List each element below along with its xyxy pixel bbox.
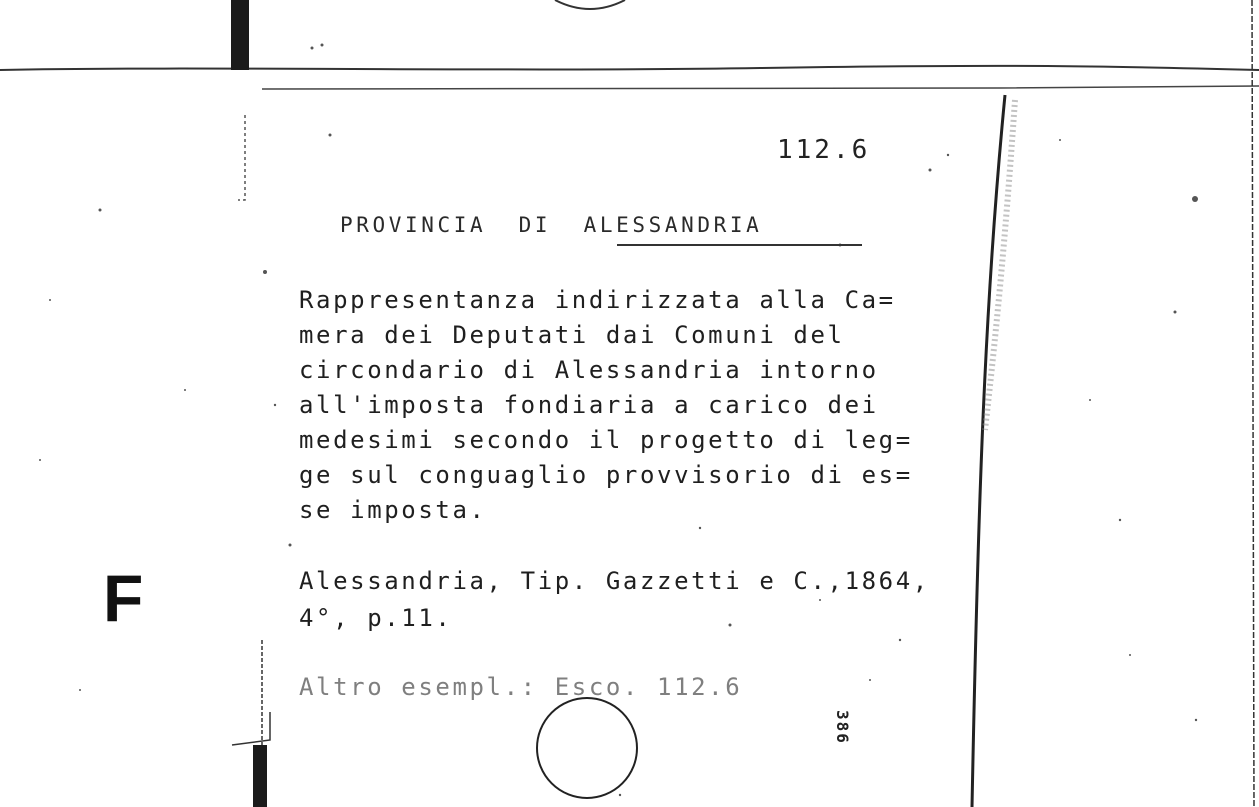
body-line: mera dei Deputati dai Comuni del bbox=[299, 321, 845, 349]
imprint-line: Alessandria, Tip. Gazzetti e C.,1864, bbox=[299, 567, 930, 595]
left-dotted-edge bbox=[238, 115, 245, 200]
imprint-line: 4°, p.11. bbox=[299, 604, 453, 632]
top-card-edge bbox=[0, 66, 1259, 70]
card-body bbox=[299, 283, 969, 528]
body-line: medesimi secondo il progetto di leg= bbox=[299, 426, 913, 454]
heading-underline bbox=[617, 244, 862, 246]
catalog-card bbox=[262, 90, 974, 807]
top-card-edge-2 bbox=[262, 86, 1259, 89]
left-top-bar bbox=[231, 0, 249, 70]
card-imprint bbox=[299, 563, 930, 637]
body-line: se imposta. bbox=[299, 496, 487, 524]
right-card-edge bbox=[972, 95, 1005, 807]
other-copy-note: Altro esempl.: Esco. 112.6 bbox=[299, 673, 743, 701]
body-line: Rappresentanza indirizzata alla Ca= bbox=[299, 286, 896, 314]
card-heading: PROVINCIA DI ALESSANDRIA bbox=[340, 213, 763, 237]
shelf-mark: 386 bbox=[833, 710, 852, 745]
body-line: circondario di Alessandria intorno bbox=[299, 356, 879, 384]
top-punch-hole bbox=[555, 0, 625, 9]
call-number: 112.6 bbox=[777, 135, 871, 165]
margin-letter-f: F bbox=[103, 561, 144, 635]
body-line: ge sul conguaglio provvisorio di es= bbox=[299, 461, 913, 489]
far-right-edge bbox=[1252, 0, 1254, 807]
body-line: all'imposta fondiaria a carico dei bbox=[299, 391, 879, 419]
